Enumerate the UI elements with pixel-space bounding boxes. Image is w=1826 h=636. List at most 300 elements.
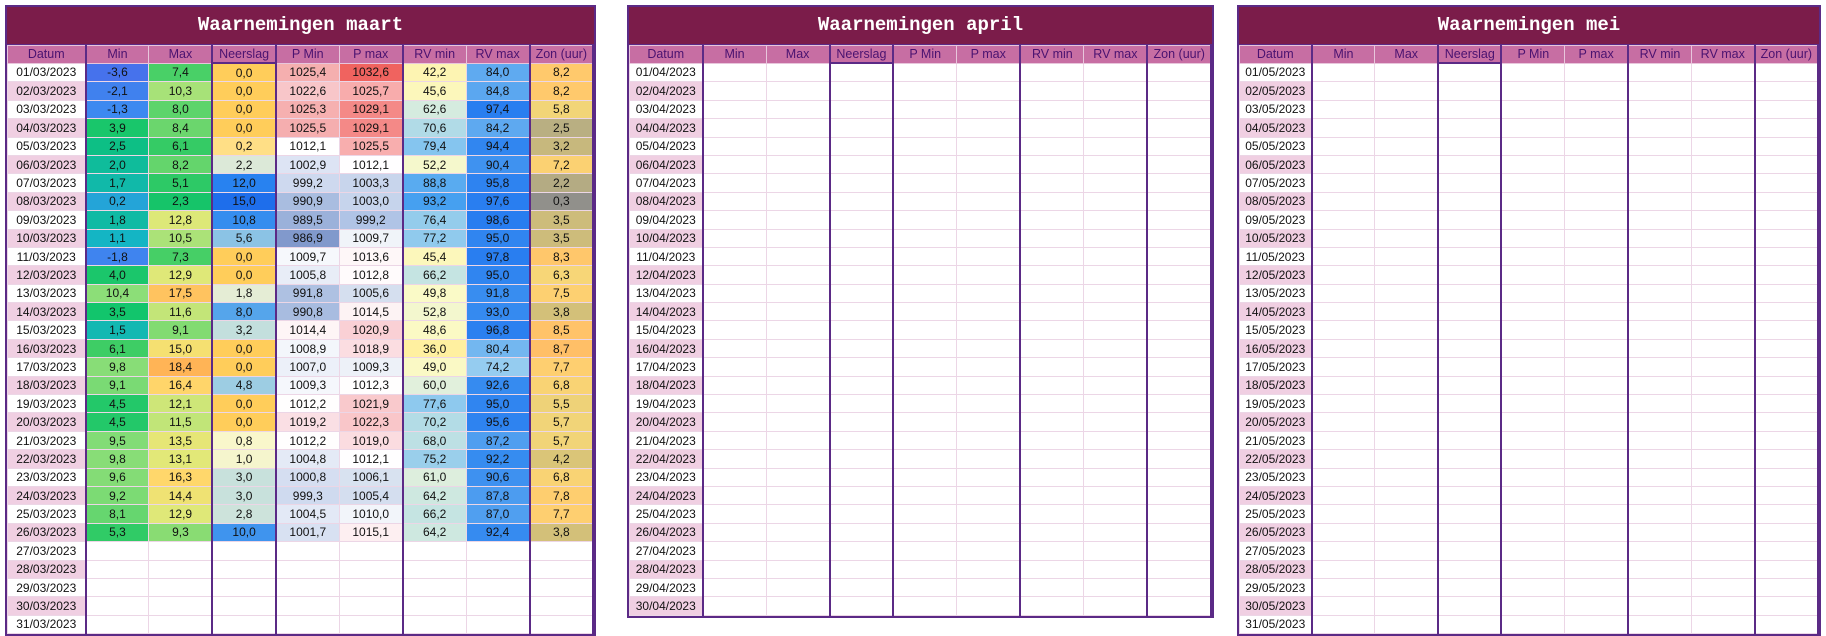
value-cell[interactable] xyxy=(957,597,1021,615)
date-cell[interactable]: 25/05/2023 xyxy=(1240,505,1312,523)
date-cell[interactable]: 01/03/2023 xyxy=(8,63,86,82)
value-cell[interactable]: 95,0 xyxy=(466,395,529,413)
value-cell[interactable] xyxy=(1755,413,1818,431)
value-cell[interactable] xyxy=(893,63,957,82)
value-cell[interactable] xyxy=(1312,303,1375,321)
date-cell[interactable]: 13/03/2023 xyxy=(8,284,86,302)
value-cell[interactable] xyxy=(1147,578,1211,596)
value-cell[interactable]: 13,1 xyxy=(149,450,212,468)
value-cell[interactable] xyxy=(703,100,767,118)
value-cell[interactable] xyxy=(1084,431,1148,449)
value-cell[interactable] xyxy=(893,266,957,284)
value-cell[interactable] xyxy=(1084,413,1148,431)
date-cell[interactable]: 01/04/2023 xyxy=(630,63,703,82)
value-cell[interactable] xyxy=(893,303,957,321)
date-cell[interactable]: 31/03/2023 xyxy=(8,615,86,633)
value-cell[interactable] xyxy=(1084,303,1148,321)
value-cell[interactable]: 3,2 xyxy=(530,137,593,155)
value-cell[interactable]: 87,2 xyxy=(466,431,529,449)
value-cell[interactable]: 64,2 xyxy=(403,486,466,504)
value-cell[interactable] xyxy=(1438,505,1501,523)
value-cell[interactable]: 1003,0 xyxy=(339,192,402,210)
value-cell[interactable] xyxy=(1438,211,1501,229)
value-cell[interactable] xyxy=(830,321,894,339)
value-cell[interactable] xyxy=(1691,486,1754,504)
value-cell[interactable] xyxy=(1565,266,1628,284)
value-cell[interactable] xyxy=(1565,358,1628,376)
value-cell[interactable] xyxy=(1020,321,1084,339)
value-cell[interactable]: 9,2 xyxy=(86,486,149,504)
value-cell[interactable] xyxy=(1084,192,1148,210)
value-cell[interactable]: 0,0 xyxy=(212,247,275,265)
value-cell[interactable] xyxy=(1755,247,1818,265)
value-cell[interactable] xyxy=(703,358,767,376)
date-cell[interactable]: 17/03/2023 xyxy=(8,358,86,376)
value-cell[interactable] xyxy=(1438,137,1501,155)
value-cell[interactable] xyxy=(403,560,466,578)
value-cell[interactable] xyxy=(766,82,830,100)
value-cell[interactable] xyxy=(1438,395,1501,413)
value-cell[interactable]: 60,0 xyxy=(403,376,466,394)
value-cell[interactable] xyxy=(766,468,830,486)
value-cell[interactable] xyxy=(1438,615,1501,633)
value-cell[interactable] xyxy=(1628,321,1691,339)
value-cell[interactable] xyxy=(339,560,402,578)
value-cell[interactable] xyxy=(957,560,1021,578)
value-cell[interactable] xyxy=(893,192,957,210)
date-cell[interactable]: 26/03/2023 xyxy=(8,523,86,541)
value-cell[interactable] xyxy=(703,174,767,192)
value-cell[interactable]: 999,2 xyxy=(339,211,402,229)
value-cell[interactable]: 2,2 xyxy=(212,155,275,173)
value-cell[interactable] xyxy=(893,247,957,265)
value-cell[interactable] xyxy=(830,395,894,413)
value-cell[interactable] xyxy=(1755,468,1818,486)
value-cell[interactable] xyxy=(1147,174,1211,192)
value-cell[interactable] xyxy=(1312,82,1375,100)
value-cell[interactable] xyxy=(1691,376,1754,394)
value-cell[interactable] xyxy=(1565,395,1628,413)
value-cell[interactable]: 1004,5 xyxy=(276,505,339,523)
value-cell[interactable] xyxy=(1691,192,1754,210)
value-cell[interactable] xyxy=(1375,431,1438,449)
value-cell[interactable] xyxy=(86,578,149,596)
value-cell[interactable] xyxy=(1438,284,1501,302)
value-cell[interactable] xyxy=(149,578,212,596)
value-cell[interactable] xyxy=(1691,211,1754,229)
date-cell[interactable]: 20/03/2023 xyxy=(8,413,86,431)
value-cell[interactable] xyxy=(1312,450,1375,468)
value-cell[interactable] xyxy=(1020,155,1084,173)
value-cell[interactable] xyxy=(830,542,894,560)
value-cell[interactable] xyxy=(1691,615,1754,633)
value-cell[interactable]: 1000,8 xyxy=(276,468,339,486)
value-cell[interactable]: 7,7 xyxy=(530,505,593,523)
value-cell[interactable]: 7,7 xyxy=(530,358,593,376)
value-cell[interactable] xyxy=(893,395,957,413)
value-cell[interactable]: 1012,1 xyxy=(276,137,339,155)
value-cell[interactable] xyxy=(1755,137,1818,155)
value-cell[interactable] xyxy=(1501,505,1564,523)
value-cell[interactable] xyxy=(1691,63,1754,82)
value-cell[interactable]: 8,5 xyxy=(530,321,593,339)
value-cell[interactable]: 1013,6 xyxy=(339,247,402,265)
value-cell[interactable] xyxy=(957,431,1021,449)
value-cell[interactable]: 7,2 xyxy=(530,155,593,173)
value-cell[interactable] xyxy=(1755,174,1818,192)
value-cell[interactable] xyxy=(703,431,767,449)
value-cell[interactable] xyxy=(1312,284,1375,302)
value-cell[interactable] xyxy=(1375,137,1438,155)
value-cell[interactable]: 0,0 xyxy=(212,82,275,100)
value-cell[interactable] xyxy=(1438,82,1501,100)
value-cell[interactable]: 12,9 xyxy=(149,505,212,523)
value-cell[interactable] xyxy=(1691,119,1754,137)
value-cell[interactable]: 0,0 xyxy=(212,413,275,431)
value-cell[interactable] xyxy=(530,542,593,560)
value-cell[interactable] xyxy=(1020,174,1084,192)
value-cell[interactable] xyxy=(830,247,894,265)
value-cell[interactable]: 88,8 xyxy=(403,174,466,192)
value-cell[interactable] xyxy=(1755,63,1818,82)
value-cell[interactable] xyxy=(1691,505,1754,523)
value-cell[interactable]: 12,9 xyxy=(149,266,212,284)
value-cell[interactable]: 8,0 xyxy=(149,100,212,118)
value-cell[interactable] xyxy=(1084,358,1148,376)
value-cell[interactable] xyxy=(1691,542,1754,560)
value-cell[interactable]: 6,1 xyxy=(149,137,212,155)
value-cell[interactable] xyxy=(1147,211,1211,229)
value-cell[interactable] xyxy=(149,560,212,578)
value-cell[interactable]: 95,6 xyxy=(466,413,529,431)
value-cell[interactable] xyxy=(766,229,830,247)
value-cell[interactable] xyxy=(1565,155,1628,173)
value-cell[interactable] xyxy=(830,119,894,137)
value-cell[interactable] xyxy=(1501,284,1564,302)
date-cell[interactable]: 09/05/2023 xyxy=(1240,211,1312,229)
value-cell[interactable] xyxy=(1628,284,1691,302)
value-cell[interactable]: 8,3 xyxy=(530,247,593,265)
value-cell[interactable] xyxy=(1020,63,1084,82)
value-cell[interactable] xyxy=(1084,119,1148,137)
value-cell[interactable]: 70,6 xyxy=(403,119,466,137)
value-cell[interactable] xyxy=(1084,63,1148,82)
value-cell[interactable] xyxy=(1084,468,1148,486)
value-cell[interactable]: 2,3 xyxy=(149,192,212,210)
value-cell[interactable] xyxy=(1755,505,1818,523)
value-cell[interactable] xyxy=(530,597,593,615)
date-cell[interactable]: 28/03/2023 xyxy=(8,560,86,578)
value-cell[interactable] xyxy=(1628,505,1691,523)
value-cell[interactable] xyxy=(1147,523,1211,541)
value-cell[interactable] xyxy=(1147,137,1211,155)
value-cell[interactable] xyxy=(1020,486,1084,504)
value-cell[interactable]: 49,0 xyxy=(403,358,466,376)
value-cell[interactable]: 1005,4 xyxy=(339,486,402,504)
value-cell[interactable] xyxy=(1147,321,1211,339)
value-cell[interactable] xyxy=(703,119,767,137)
value-cell[interactable] xyxy=(1020,597,1084,615)
value-cell[interactable] xyxy=(830,339,894,357)
value-cell[interactable] xyxy=(893,413,957,431)
value-cell[interactable] xyxy=(893,137,957,155)
value-cell[interactable] xyxy=(703,303,767,321)
value-cell[interactable] xyxy=(957,63,1021,82)
value-cell[interactable] xyxy=(766,63,830,82)
value-cell[interactable] xyxy=(1501,395,1564,413)
date-cell[interactable]: 25/04/2023 xyxy=(630,505,703,523)
value-cell[interactable]: 7,3 xyxy=(149,247,212,265)
value-cell[interactable] xyxy=(1147,450,1211,468)
value-cell[interactable] xyxy=(339,542,402,560)
value-cell[interactable]: 0,0 xyxy=(212,339,275,357)
value-cell[interactable] xyxy=(1084,523,1148,541)
value-cell[interactable] xyxy=(1375,413,1438,431)
value-cell[interactable] xyxy=(1755,523,1818,541)
value-cell[interactable] xyxy=(1375,229,1438,247)
value-cell[interactable] xyxy=(957,542,1021,560)
value-cell[interactable] xyxy=(1501,119,1564,137)
value-cell[interactable] xyxy=(149,615,212,633)
value-cell[interactable] xyxy=(1755,211,1818,229)
value-cell[interactable] xyxy=(1501,82,1564,100)
value-cell[interactable]: 8,0 xyxy=(212,303,275,321)
value-cell[interactable] xyxy=(766,578,830,596)
value-cell[interactable] xyxy=(212,560,275,578)
value-cell[interactable]: 1029,1 xyxy=(339,100,402,118)
value-cell[interactable] xyxy=(1501,523,1564,541)
value-cell[interactable]: 0,3 xyxy=(530,192,593,210)
value-cell[interactable] xyxy=(149,542,212,560)
value-cell[interactable] xyxy=(1565,413,1628,431)
value-cell[interactable]: 76,4 xyxy=(403,211,466,229)
value-cell[interactable]: 0,0 xyxy=(212,119,275,137)
value-cell[interactable] xyxy=(893,211,957,229)
value-cell[interactable] xyxy=(1375,155,1438,173)
date-cell[interactable]: 23/04/2023 xyxy=(630,468,703,486)
value-cell[interactable]: 15,0 xyxy=(212,192,275,210)
value-cell[interactable] xyxy=(1755,597,1818,615)
value-cell[interactable] xyxy=(1084,174,1148,192)
value-cell[interactable] xyxy=(1438,266,1501,284)
value-cell[interactable] xyxy=(893,597,957,615)
value-cell[interactable]: 5,6 xyxy=(212,229,275,247)
value-cell[interactable] xyxy=(1312,211,1375,229)
value-cell[interactable] xyxy=(212,542,275,560)
value-cell[interactable]: 2,0 xyxy=(86,155,149,173)
date-cell[interactable]: 14/03/2023 xyxy=(8,303,86,321)
value-cell[interactable] xyxy=(1565,523,1628,541)
value-cell[interactable] xyxy=(1312,597,1375,615)
value-cell[interactable] xyxy=(893,523,957,541)
value-cell[interactable] xyxy=(957,339,1021,357)
date-cell[interactable]: 02/03/2023 xyxy=(8,82,86,100)
value-cell[interactable] xyxy=(1084,486,1148,504)
date-cell[interactable]: 17/04/2023 xyxy=(630,358,703,376)
value-cell[interactable] xyxy=(1501,431,1564,449)
value-cell[interactable] xyxy=(1501,321,1564,339)
date-cell[interactable]: 30/04/2023 xyxy=(630,597,703,615)
value-cell[interactable]: 10,5 xyxy=(149,229,212,247)
value-cell[interactable]: 8,2 xyxy=(530,82,593,100)
value-cell[interactable] xyxy=(1147,431,1211,449)
value-cell[interactable] xyxy=(1501,358,1564,376)
value-cell[interactable] xyxy=(1691,523,1754,541)
value-cell[interactable]: 77,6 xyxy=(403,395,466,413)
value-cell[interactable]: 6,1 xyxy=(86,339,149,357)
value-cell[interactable] xyxy=(1755,395,1818,413)
value-cell[interactable] xyxy=(1501,376,1564,394)
value-cell[interactable] xyxy=(1501,192,1564,210)
value-cell[interactable] xyxy=(766,413,830,431)
value-cell[interactable] xyxy=(1755,615,1818,633)
date-cell[interactable]: 20/04/2023 xyxy=(630,413,703,431)
value-cell[interactable] xyxy=(1020,284,1084,302)
value-cell[interactable] xyxy=(466,578,529,596)
value-cell[interactable] xyxy=(1691,450,1754,468)
value-cell[interactable] xyxy=(957,192,1021,210)
value-cell[interactable] xyxy=(703,211,767,229)
value-cell[interactable] xyxy=(1438,100,1501,118)
value-cell[interactable] xyxy=(1312,505,1375,523)
value-cell[interactable] xyxy=(1755,266,1818,284)
value-cell[interactable] xyxy=(893,284,957,302)
value-cell[interactable] xyxy=(1501,413,1564,431)
value-cell[interactable] xyxy=(1147,486,1211,504)
value-cell[interactable]: 10,0 xyxy=(212,523,275,541)
value-cell[interactable]: 989,5 xyxy=(276,211,339,229)
value-cell[interactable]: 0,2 xyxy=(86,192,149,210)
value-cell[interactable] xyxy=(957,321,1021,339)
date-cell[interactable]: 03/03/2023 xyxy=(8,100,86,118)
value-cell[interactable]: 8,2 xyxy=(530,63,593,82)
value-cell[interactable] xyxy=(1691,247,1754,265)
value-cell[interactable] xyxy=(1755,284,1818,302)
value-cell[interactable]: 94,4 xyxy=(466,137,529,155)
value-cell[interactable] xyxy=(766,431,830,449)
value-cell[interactable] xyxy=(403,597,466,615)
value-cell[interactable] xyxy=(1147,229,1211,247)
value-cell[interactable] xyxy=(1565,486,1628,504)
date-cell[interactable]: 08/03/2023 xyxy=(8,192,86,210)
value-cell[interactable] xyxy=(957,468,1021,486)
value-cell[interactable]: 7,8 xyxy=(530,486,593,504)
value-cell[interactable]: 91,8 xyxy=(466,284,529,302)
value-cell[interactable]: 11,6 xyxy=(149,303,212,321)
date-cell[interactable]: 23/03/2023 xyxy=(8,468,86,486)
value-cell[interactable] xyxy=(1691,155,1754,173)
value-cell[interactable] xyxy=(703,395,767,413)
value-cell[interactable]: 1009,3 xyxy=(276,376,339,394)
value-cell[interactable] xyxy=(466,615,529,633)
value-cell[interactable]: 9,8 xyxy=(86,450,149,468)
date-cell[interactable]: 19/04/2023 xyxy=(630,395,703,413)
value-cell[interactable] xyxy=(530,560,593,578)
value-cell[interactable] xyxy=(1438,339,1501,357)
value-cell[interactable] xyxy=(1375,578,1438,596)
value-cell[interactable] xyxy=(830,100,894,118)
value-cell[interactable] xyxy=(1691,100,1754,118)
value-cell[interactable] xyxy=(530,578,593,596)
value-cell[interactable] xyxy=(1312,321,1375,339)
value-cell[interactable]: 1020,9 xyxy=(339,321,402,339)
value-cell[interactable] xyxy=(1565,542,1628,560)
value-cell[interactable]: 95,0 xyxy=(466,229,529,247)
value-cell[interactable] xyxy=(1501,597,1564,615)
value-cell[interactable] xyxy=(1375,211,1438,229)
value-cell[interactable] xyxy=(1312,376,1375,394)
value-cell[interactable] xyxy=(1628,376,1691,394)
value-cell[interactable] xyxy=(893,155,957,173)
value-cell[interactable] xyxy=(1565,211,1628,229)
value-cell[interactable] xyxy=(703,229,767,247)
value-cell[interactable]: 12,1 xyxy=(149,395,212,413)
value-cell[interactable] xyxy=(1438,486,1501,504)
value-cell[interactable] xyxy=(830,431,894,449)
value-cell[interactable] xyxy=(1501,229,1564,247)
value-cell[interactable] xyxy=(339,597,402,615)
value-cell[interactable] xyxy=(1501,266,1564,284)
value-cell[interactable]: 0,0 xyxy=(212,63,275,82)
value-cell[interactable] xyxy=(1438,63,1501,82)
value-cell[interactable]: 1018,9 xyxy=(339,339,402,357)
value-cell[interactable]: 8,1 xyxy=(86,505,149,523)
value-cell[interactable] xyxy=(1375,321,1438,339)
value-cell[interactable] xyxy=(766,303,830,321)
value-cell[interactable] xyxy=(830,523,894,541)
value-cell[interactable] xyxy=(766,155,830,173)
value-cell[interactable] xyxy=(1312,229,1375,247)
value-cell[interactable] xyxy=(149,597,212,615)
value-cell[interactable] xyxy=(1147,542,1211,560)
value-cell[interactable] xyxy=(1020,119,1084,137)
value-cell[interactable] xyxy=(1501,100,1564,118)
value-cell[interactable] xyxy=(1375,247,1438,265)
value-cell[interactable] xyxy=(1755,229,1818,247)
value-cell[interactable]: 2,2 xyxy=(530,174,593,192)
value-cell[interactable] xyxy=(1438,358,1501,376)
value-cell[interactable] xyxy=(1628,597,1691,615)
value-cell[interactable]: 999,3 xyxy=(276,486,339,504)
value-cell[interactable] xyxy=(1312,100,1375,118)
value-cell[interactable] xyxy=(1312,468,1375,486)
value-cell[interactable] xyxy=(1147,303,1211,321)
value-cell[interactable]: 3,8 xyxy=(530,303,593,321)
value-cell[interactable] xyxy=(1438,303,1501,321)
value-cell[interactable] xyxy=(957,358,1021,376)
value-cell[interactable]: 1012,1 xyxy=(339,450,402,468)
value-cell[interactable]: 1014,4 xyxy=(276,321,339,339)
value-cell[interactable]: 64,2 xyxy=(403,523,466,541)
value-cell[interactable] xyxy=(1020,229,1084,247)
value-cell[interactable]: 87,0 xyxy=(466,505,529,523)
value-cell[interactable] xyxy=(957,100,1021,118)
date-cell[interactable]: 05/05/2023 xyxy=(1240,137,1312,155)
value-cell[interactable] xyxy=(1147,468,1211,486)
value-cell[interactable]: 10,4 xyxy=(86,284,149,302)
value-cell[interactable]: 1032,6 xyxy=(339,63,402,82)
value-cell[interactable]: 4,5 xyxy=(86,413,149,431)
date-cell[interactable]: 02/05/2023 xyxy=(1240,82,1312,100)
value-cell[interactable] xyxy=(1691,395,1754,413)
value-cell[interactable] xyxy=(830,450,894,468)
value-cell[interactable]: 52,8 xyxy=(403,303,466,321)
value-cell[interactable] xyxy=(1628,266,1691,284)
value-cell[interactable] xyxy=(1020,303,1084,321)
value-cell[interactable] xyxy=(893,174,957,192)
value-cell[interactable]: 45,4 xyxy=(403,247,466,265)
value-cell[interactable] xyxy=(1565,468,1628,486)
